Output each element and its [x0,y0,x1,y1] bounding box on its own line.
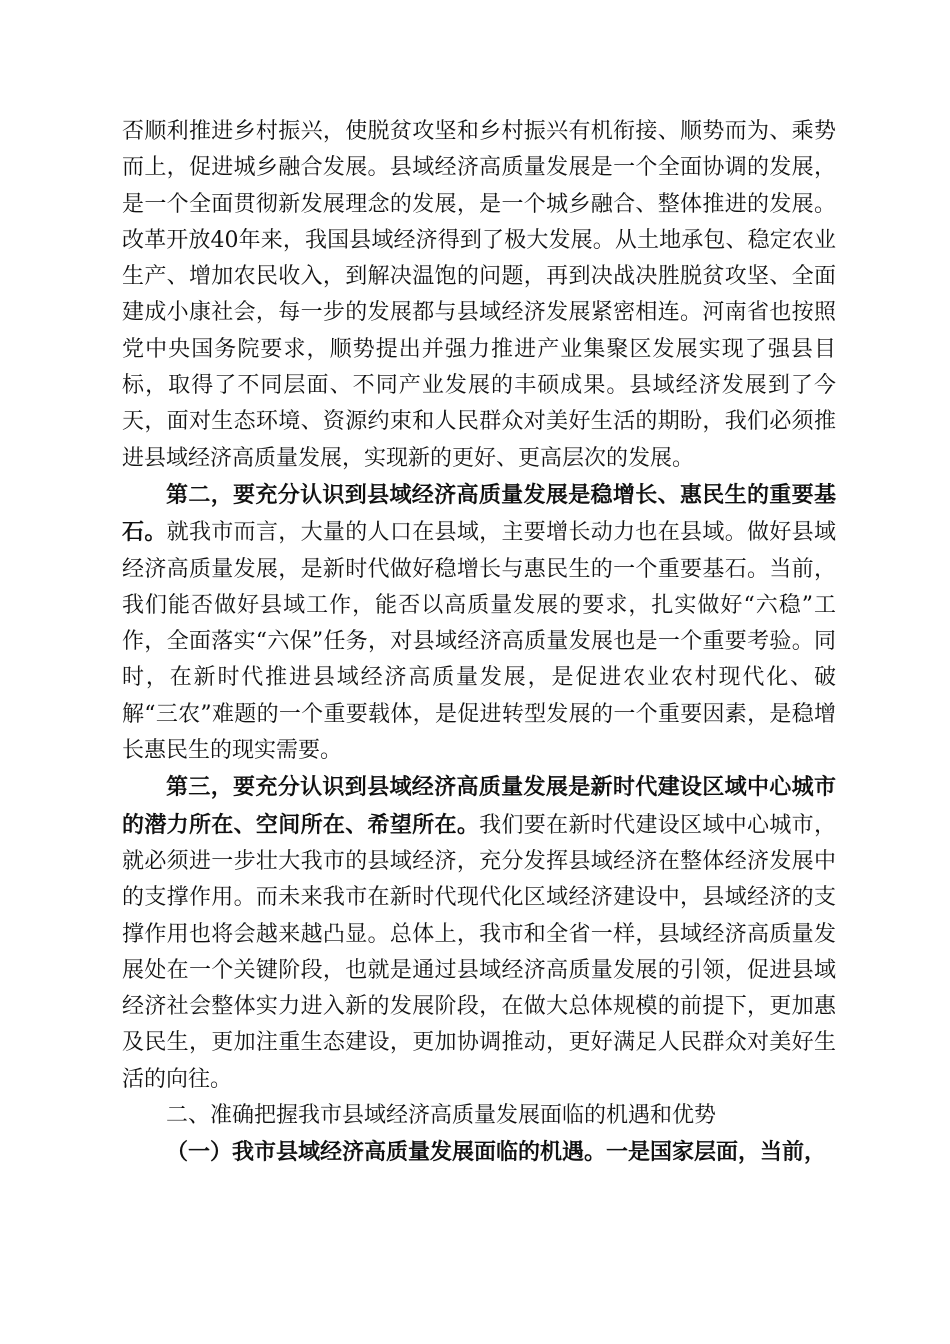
paragraph-continuation [122,114,836,477]
paragraph-third-point [122,769,836,1098]
paragraph-body: 就我市而言，大量的人口在县域，主要增长动力也在县域。做好县域经济高质量发展，是新时代做好稳增长与惠民生的一个重要基石。当前，我们能否做好县域工作，能否以高质量发展的要求，扎实做好“六稳”工作，全面落实“六保”任务，对县域经济高质量发展也是一个重要考验。同时，在新时代推进县域经济高质量发展，是促进农业农村现代化、破解“三农”难题的一个重要载体，是促进转型发展的一个重要因素，是稳增长惠民生的现实需要。 [122,520,836,764]
document-page [122,114,836,1171]
section-heading: 二、准确把握我市县域经济高质量发展面临的机遇和优势 [166,1103,717,1129]
paragraph-lead: 第二，要充分认识到县域经济高质量发展是稳增长、惠民生的重要基石。 [122,481,836,546]
paragraph-body: 我们要在新时代建设区域中心城市，就必须进一步壮大我市的县域经济，充分发挥县域经济在整体经济发展中的支撑作用。而未来我市在新时代现代化区域经济建设中，县域经济的支撑作用也将会越来越凸显。总体上，我市和全省一样，县域经济高质量发展处在一个关键阶段，也就是通过县域经济高质量发展的引领，促进县域经济社会整体实力进入新的发展阶段，在做大总体规模的前提下，更加惠及民生，更加注重生态建设，更加协调推动，更好满足人民群众对美好生活的向往。 [122,812,836,1092]
paragraph-lead: 第三，要充分认识到县域经济高质量发展是新时代建设区域中心城市的潜力所在、空间所在、希望所在。 [122,774,836,838]
paragraph-second-point [122,477,836,769]
sub-heading: （一）我市县域经济高质量发展面临的机遇。一是国家层面，当前， [166,1139,827,1166]
paragraph-body: 否顺利推进乡村振兴，使脱贫攻坚和乡村振兴有机衔接、顺势而为、乘势而上，促进城乡融合发展。县域经济高质量发展是一个全面协调的发展，是一个全面贯彻新发展理念的发展，是一个城乡融合、整体推进的发展。改革开放40年来，我国县域经济得到了极大发展。从土地承包、稳定农业生产、增加农民收入，到解决温饱的问题，再到决战决胜脱贫攻坚、全面建成小康社会，每一步的发展都与县域经济发展紧密相连。河南省也按照党中央国务院要求，顺势提出并强力推进产业集聚区发展实现了强县目标，取得了不同层面、不同产业发展的丰硕成果。县域经济发展到了今天，面对生态环境、资源约束和人民群众对美好生活的期盼，我们必须推进县域经济高质量发展，实现新的更好、更高层次的发展。 [122,119,836,471]
